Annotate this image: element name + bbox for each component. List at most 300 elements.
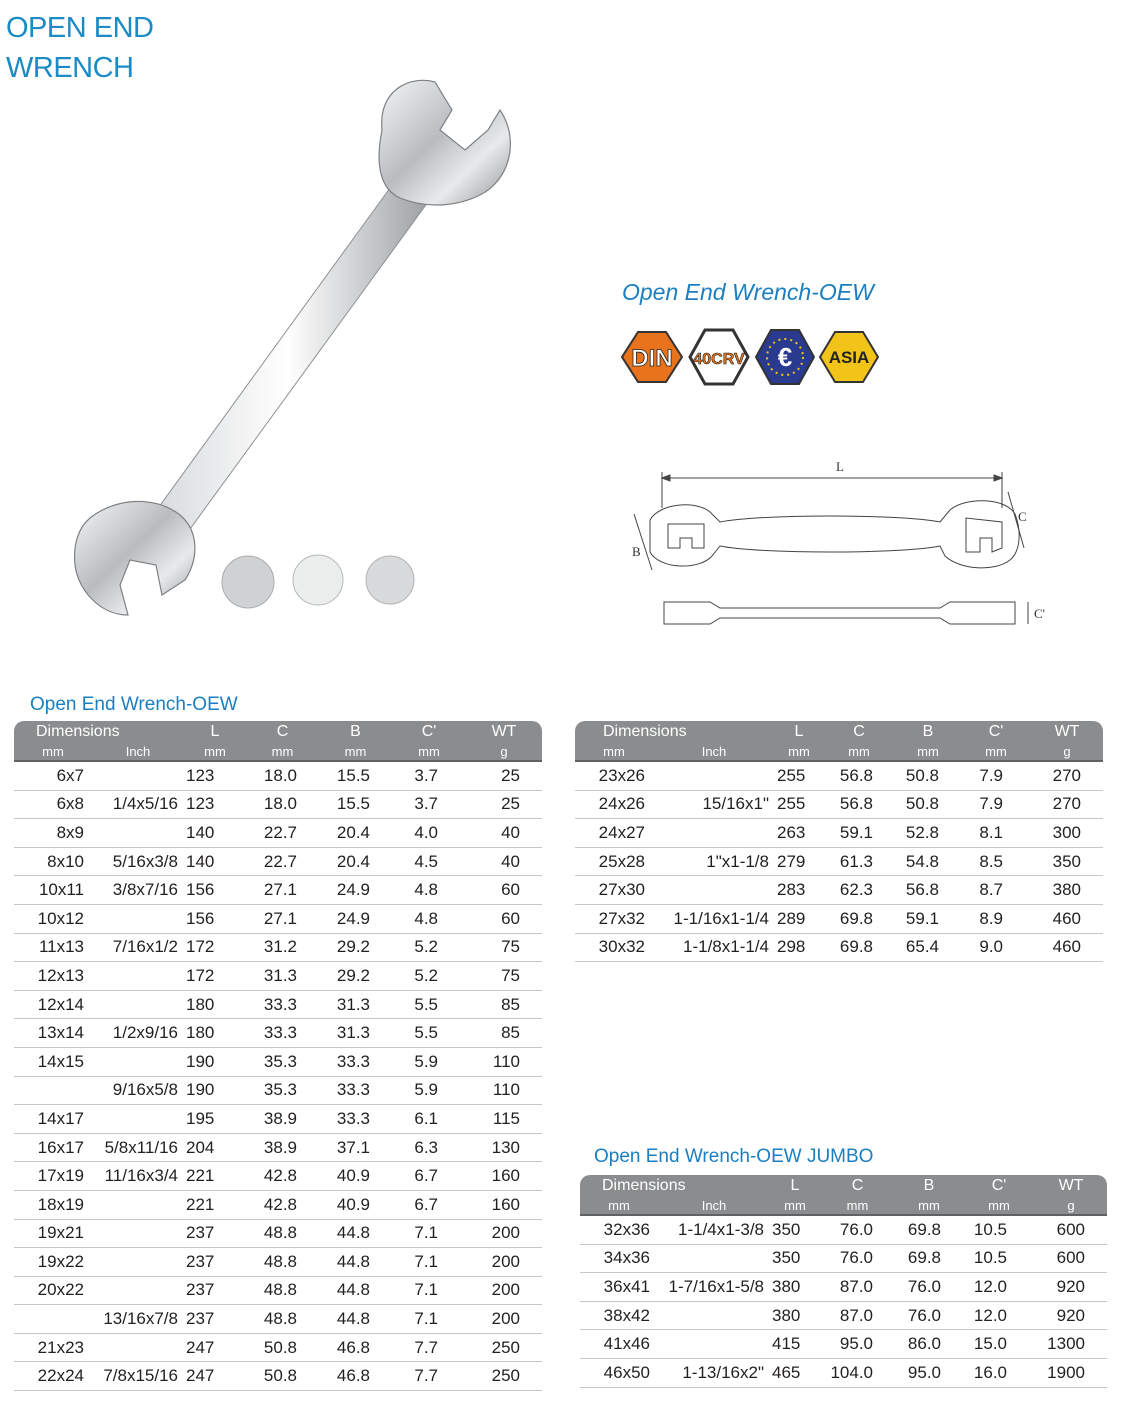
- cell-b: 46.8: [319, 1362, 392, 1391]
- cell-size-inch: 13/16x7/8: [92, 1305, 184, 1334]
- cell-weight: 110: [466, 1047, 542, 1076]
- cell-weight: 60: [466, 876, 542, 905]
- cell-b: 59.1: [895, 904, 961, 933]
- table-row: [14, 1162, 542, 1191]
- cell-size-mm: 27x30: [575, 876, 653, 905]
- cell-size-inch: [92, 761, 184, 790]
- cell-size-inch: 7/16x1/2: [92, 933, 184, 962]
- cell-c-prime: 7.9: [961, 790, 1031, 819]
- cell-length: 247: [184, 1333, 246, 1362]
- cell-size-mm: 41x46: [580, 1330, 658, 1359]
- cell-b: 46.8: [319, 1333, 392, 1362]
- table-row: [580, 1215, 1107, 1244]
- cell-size-inch: 15/16x1": [653, 790, 775, 819]
- col-WT: WT: [466, 721, 542, 743]
- table-row: [580, 1358, 1107, 1387]
- cell-size-inch: [92, 1105, 184, 1134]
- cell-c-prime: 7.7: [392, 1362, 466, 1391]
- cell-length: 180: [184, 1019, 246, 1048]
- cell-c-prime: 6.7: [392, 1162, 466, 1191]
- cell-c-prime: 7.1: [392, 1219, 466, 1248]
- cell-size-mm: 11x13: [14, 933, 92, 962]
- cell-size-mm: 10x12: [14, 904, 92, 933]
- cell-length: 204: [184, 1133, 246, 1162]
- col-WT-unit: g: [1031, 743, 1103, 761]
- cell-size-inch: 9/16x5/8: [92, 1076, 184, 1105]
- cell-length: 237: [184, 1248, 246, 1277]
- cell-c: 76.0: [820, 1215, 895, 1244]
- cell-size-inch: [92, 1190, 184, 1219]
- cell-c-prime: 7.1: [392, 1276, 466, 1305]
- cell-c-prime: 12.0: [963, 1301, 1035, 1330]
- cell-size-inch: 3/8x7/16: [92, 876, 184, 905]
- cell-weight: 75: [466, 933, 542, 962]
- cell-c: 38.9: [246, 1105, 319, 1134]
- cell-size-mm: 22x24: [14, 1362, 92, 1391]
- col-L: L: [184, 721, 246, 743]
- cell-length: 237: [184, 1305, 246, 1334]
- cell-c: 50.8: [246, 1362, 319, 1391]
- cell-size-mm: 19x22: [14, 1248, 92, 1277]
- cell-size-mm: 13x14: [14, 1019, 92, 1048]
- cell-size-mm: 23x26: [575, 761, 653, 790]
- cell-length: 380: [770, 1273, 820, 1302]
- cell-c: 38.9: [246, 1133, 319, 1162]
- cell-size-inch: [92, 1276, 184, 1305]
- table-row: [575, 819, 1103, 848]
- col-B: B: [895, 1175, 963, 1197]
- table-row: [575, 933, 1103, 962]
- diagram-label-Cprime: C': [1034, 606, 1046, 621]
- cell-c: 22.7: [246, 819, 319, 848]
- cell-b: 40.9: [319, 1162, 392, 1191]
- cell-c: 22.7: [246, 847, 319, 876]
- cell-size-mm: 12x13: [14, 962, 92, 991]
- col-WT: WT: [1031, 721, 1103, 743]
- cell-length: 195: [184, 1105, 246, 1134]
- col-Cprime: C': [961, 721, 1031, 743]
- cell-weight: 40: [466, 819, 542, 848]
- table-row: [575, 847, 1103, 876]
- cell-weight: 130: [466, 1133, 542, 1162]
- cell-size-inch: 1-1/16x1-1/4: [653, 904, 775, 933]
- cell-b: 44.8: [319, 1305, 392, 1334]
- wrench-product-image: [60, 70, 530, 630]
- cell-size-inch: 1"x1-1/8: [653, 847, 775, 876]
- cell-size-mm: 21x23: [14, 1333, 92, 1362]
- cell-c: 59.1: [823, 819, 895, 848]
- table-row: [575, 790, 1103, 819]
- cell-length: 279: [775, 847, 823, 876]
- cell-length: 180: [184, 990, 246, 1019]
- cell-length: 283: [775, 876, 823, 905]
- table-row: [14, 1190, 542, 1219]
- col-L: L: [770, 1175, 820, 1197]
- cell-b: 33.3: [319, 1105, 392, 1134]
- diagram-label-C: C: [1018, 509, 1027, 524]
- cell-c: 48.8: [246, 1305, 319, 1334]
- col-Cprime: C': [963, 1175, 1035, 1197]
- cell-weight: 380: [1031, 876, 1103, 905]
- cell-b: 50.8: [895, 790, 961, 819]
- cell-size-inch: 1-1/4x1-3/8: [658, 1215, 770, 1244]
- cell-weight: 300: [1031, 819, 1103, 848]
- col-B-unit: mm: [895, 1197, 963, 1215]
- cell-b: 56.8: [895, 876, 961, 905]
- cell-c-prime: 5.2: [392, 962, 466, 991]
- col-C-unit: mm: [823, 743, 895, 761]
- cell-weight: 1300: [1035, 1330, 1107, 1359]
- dimension-diagram: [620, 452, 1060, 632]
- cell-size-mm: 24x26: [575, 790, 653, 819]
- cell-size-inch: 1-13/16x2": [658, 1358, 770, 1387]
- cell-weight: 25: [466, 790, 542, 819]
- cell-length: 156: [184, 904, 246, 933]
- page-title-line2: WRENCH: [6, 52, 134, 84]
- table-row: [580, 1301, 1107, 1330]
- cell-length: 221: [184, 1190, 246, 1219]
- cell-length: 255: [775, 761, 823, 790]
- col-Cprime-unit: mm: [392, 743, 466, 761]
- cell-weight: 350: [1031, 847, 1103, 876]
- cell-c: 61.3: [823, 847, 895, 876]
- cell-weight: 85: [466, 1019, 542, 1048]
- cell-size-mm: 6x7: [14, 761, 92, 790]
- spec-table-continued: [575, 721, 1103, 962]
- cell-c-prime: 6.3: [392, 1133, 466, 1162]
- table-row: [575, 876, 1103, 905]
- cell-c-prime: 6.1: [392, 1105, 466, 1134]
- table-row: [14, 790, 542, 819]
- cell-length: 255: [775, 790, 823, 819]
- cell-length: 190: [184, 1076, 246, 1105]
- cell-c-prime: 7.9: [961, 761, 1031, 790]
- cell-c: 48.8: [246, 1276, 319, 1305]
- cell-b: 40.9: [319, 1190, 392, 1219]
- cell-size-mm: 19x21: [14, 1219, 92, 1248]
- cell-c: 87.0: [820, 1273, 895, 1302]
- cell-b: 54.8: [895, 847, 961, 876]
- cell-length: 247: [184, 1362, 246, 1391]
- cell-c: 95.0: [820, 1330, 895, 1359]
- cell-length: 350: [770, 1215, 820, 1244]
- cell-c: 69.8: [823, 904, 895, 933]
- table-row: [14, 1219, 542, 1248]
- table-row: [14, 1305, 542, 1334]
- cell-size-inch: 1-1/8x1-1/4: [653, 933, 775, 962]
- cell-size-inch: 5/8x11/16: [92, 1133, 184, 1162]
- cell-c: 27.1: [246, 876, 319, 905]
- cell-b: 86.0: [895, 1330, 963, 1359]
- cell-weight: 1900: [1035, 1358, 1107, 1387]
- col-B-unit: mm: [319, 743, 392, 761]
- cell-weight: 40: [466, 847, 542, 876]
- cell-b: 69.8: [895, 1215, 963, 1244]
- cell-c-prime: 7.1: [392, 1305, 466, 1334]
- cell-size-inch: [658, 1301, 770, 1330]
- cell-size-mm: 32x36: [580, 1215, 658, 1244]
- cell-c-prime: 8.1: [961, 819, 1031, 848]
- cell-size-inch: [92, 904, 184, 933]
- table-main-title: Open End Wrench-OEW: [30, 694, 238, 715]
- cell-size-inch: 1-7/16x1-5/8: [658, 1273, 770, 1302]
- cell-b: 15.5: [319, 790, 392, 819]
- table-row: [14, 933, 542, 962]
- cell-c: 87.0: [820, 1301, 895, 1330]
- cell-c: 69.8: [823, 933, 895, 962]
- din-badge-icon: [620, 330, 684, 389]
- cell-length: 172: [184, 933, 246, 962]
- cell-weight: 600: [1035, 1215, 1107, 1244]
- cell-size-inch: [92, 819, 184, 848]
- cell-size-mm: 38x42: [580, 1301, 658, 1330]
- cell-c: 31.2: [246, 933, 319, 962]
- table-row: [14, 990, 542, 1019]
- cell-size-inch: [92, 962, 184, 991]
- cell-weight: 115: [466, 1105, 542, 1134]
- cell-b: 69.8: [895, 1244, 963, 1273]
- cell-c-prime: 7.1: [392, 1248, 466, 1277]
- cell-size-inch: 1/4x5/16: [92, 790, 184, 819]
- euro-badge-label: €: [777, 342, 793, 372]
- cell-b: 33.3: [319, 1076, 392, 1105]
- cell-c: 35.3: [246, 1076, 319, 1105]
- cell-length: 140: [184, 847, 246, 876]
- col-B: B: [895, 721, 961, 743]
- table-row: [14, 1076, 542, 1105]
- cell-b: 29.2: [319, 962, 392, 991]
- col-C: C: [246, 721, 319, 743]
- cell-c-prime: 10.5: [963, 1244, 1035, 1273]
- cell-b: 20.4: [319, 847, 392, 876]
- asia-badge-label: ASIA: [828, 348, 870, 367]
- cell-c-prime: 8.5: [961, 847, 1031, 876]
- col-inch: Inch: [653, 743, 775, 761]
- cell-length: 465: [770, 1358, 820, 1387]
- cell-size-mm: 20x22: [14, 1276, 92, 1305]
- cell-size-mm: [14, 1076, 92, 1105]
- cell-size-mm: 14x17: [14, 1105, 92, 1134]
- cell-c-prime: 15.0: [963, 1330, 1035, 1359]
- cell-c-prime: 3.7: [392, 761, 466, 790]
- cell-weight: 200: [466, 1219, 542, 1248]
- cell-size-mm: 27x32: [575, 904, 653, 933]
- cell-size-mm: 12x14: [14, 990, 92, 1019]
- cell-size-mm: 46x50: [580, 1358, 658, 1387]
- cell-b: 76.0: [895, 1273, 963, 1302]
- cell-c-prime: 3.7: [392, 790, 466, 819]
- table-row: [14, 1133, 542, 1162]
- table-row: [14, 1047, 542, 1076]
- cell-size-inch: 1/2x9/16: [92, 1019, 184, 1048]
- cell-size-inch: [92, 1333, 184, 1362]
- cell-weight: 25: [466, 761, 542, 790]
- col-L-unit: mm: [770, 1197, 820, 1215]
- cell-weight: 75: [466, 962, 542, 991]
- cell-c: 76.0: [820, 1244, 895, 1273]
- spec-table-main: [14, 721, 542, 1391]
- asia-badge-icon: [818, 330, 880, 389]
- cell-length: 221: [184, 1162, 246, 1191]
- cell-length: 237: [184, 1276, 246, 1305]
- table-row: [580, 1244, 1107, 1273]
- din-badge-label: DIN: [631, 345, 673, 372]
- cell-size-mm: 34x36: [580, 1244, 658, 1273]
- cell-size-inch: [653, 819, 775, 848]
- cell-weight: 460: [1031, 933, 1103, 962]
- cell-b: 33.3: [319, 1047, 392, 1076]
- cell-c-prime: 12.0: [963, 1273, 1035, 1302]
- cell-c-prime: 8.9: [961, 904, 1031, 933]
- cell-c: 56.8: [823, 761, 895, 790]
- cell-length: 298: [775, 933, 823, 962]
- cell-c: 33.3: [246, 990, 319, 1019]
- cell-c-prime: 5.5: [392, 1019, 466, 1048]
- table-row: [14, 904, 542, 933]
- cell-size-inch: 11/16x3/4: [92, 1162, 184, 1191]
- cell-b: 15.5: [319, 761, 392, 790]
- cell-weight: 85: [466, 990, 542, 1019]
- cell-weight: 920: [1035, 1273, 1107, 1302]
- cell-size-mm: 10x11: [14, 876, 92, 905]
- col-C-unit: mm: [820, 1197, 895, 1215]
- cell-size-mm: 30x32: [575, 933, 653, 962]
- spec-table-jumbo: [580, 1175, 1107, 1388]
- col-mm: mm: [580, 1197, 658, 1215]
- cell-size-inch: [92, 990, 184, 1019]
- col-dimensions: Dimensions: [14, 721, 184, 743]
- col-mm: mm: [14, 743, 92, 761]
- cell-size-mm: 16x17: [14, 1133, 92, 1162]
- cell-size-inch: [658, 1244, 770, 1273]
- cell-c-prime: 4.5: [392, 847, 466, 876]
- cell-weight: 270: [1031, 790, 1103, 819]
- col-Cprime-unit: mm: [961, 743, 1031, 761]
- col-dimensions: Dimensions: [575, 721, 775, 743]
- cell-size-inch: 5/16x3/8: [92, 847, 184, 876]
- cell-b: 29.2: [319, 933, 392, 962]
- cell-weight: 460: [1031, 904, 1103, 933]
- cell-b: 24.9: [319, 876, 392, 905]
- cell-c-prime: 4.0: [392, 819, 466, 848]
- cell-c: 48.8: [246, 1248, 319, 1277]
- cell-size-inch: [658, 1330, 770, 1359]
- cell-b: 76.0: [895, 1301, 963, 1330]
- cell-c-prime: 4.8: [392, 904, 466, 933]
- table-row: [14, 1248, 542, 1277]
- cell-size-inch: [92, 1047, 184, 1076]
- cell-c: 48.8: [246, 1219, 319, 1248]
- cell-size-mm: 36x41: [580, 1273, 658, 1302]
- cell-c: 42.8: [246, 1190, 319, 1219]
- cell-size-mm: 8x10: [14, 847, 92, 876]
- cell-c-prime: 9.0: [961, 933, 1031, 962]
- cell-weight: 250: [466, 1362, 542, 1391]
- col-B: B: [319, 721, 392, 743]
- col-C-unit: mm: [246, 743, 319, 761]
- cell-c: 31.3: [246, 962, 319, 991]
- diagram-label-L: L: [836, 459, 844, 474]
- table-row: [14, 1333, 542, 1362]
- table-row: [575, 904, 1103, 933]
- cell-size-inch: [92, 1219, 184, 1248]
- cell-weight: 250: [466, 1333, 542, 1362]
- table-row: [14, 819, 542, 848]
- 40crv-badge-icon: [688, 328, 750, 391]
- cell-size-inch: 7/8x15/16: [92, 1362, 184, 1391]
- cell-b: 44.8: [319, 1276, 392, 1305]
- cell-c: 18.0: [246, 761, 319, 790]
- cell-length: 123: [184, 790, 246, 819]
- cell-size-inch: [653, 761, 775, 790]
- cell-b: 20.4: [319, 819, 392, 848]
- cell-size-mm: 17x19: [14, 1162, 92, 1191]
- cell-c-prime: 8.7: [961, 876, 1031, 905]
- cell-b: 31.3: [319, 1019, 392, 1048]
- table-row: [14, 761, 542, 790]
- col-WT-unit: g: [466, 743, 542, 761]
- cell-c: 35.3: [246, 1047, 319, 1076]
- col-L-unit: mm: [775, 743, 823, 761]
- cell-weight: 160: [466, 1190, 542, 1219]
- col-C: C: [820, 1175, 895, 1197]
- table-row: [580, 1330, 1107, 1359]
- cell-length: 350: [770, 1244, 820, 1273]
- cell-b: 44.8: [319, 1248, 392, 1277]
- 40crv-badge-label: 40CRV: [693, 351, 745, 368]
- cell-size-inch: [92, 1248, 184, 1277]
- cell-b: 52.8: [895, 819, 961, 848]
- product-title: Open End Wrench-OEW: [622, 279, 874, 305]
- cell-size-mm: 8x9: [14, 819, 92, 848]
- table-jumbo-title: Open End Wrench-OEW JUMBO: [594, 1146, 874, 1167]
- cell-c-prime: 7.7: [392, 1333, 466, 1362]
- cell-size-mm: 14x15: [14, 1047, 92, 1076]
- col-inch: Inch: [92, 743, 184, 761]
- cell-c: 50.8: [246, 1333, 319, 1362]
- col-WT-unit: g: [1035, 1197, 1107, 1215]
- cell-length: 156: [184, 876, 246, 905]
- cell-weight: 270: [1031, 761, 1103, 790]
- cell-length: 380: [770, 1301, 820, 1330]
- cell-weight: 600: [1035, 1244, 1107, 1273]
- col-B-unit: mm: [895, 743, 961, 761]
- cell-c: 62.3: [823, 876, 895, 905]
- col-WT: WT: [1035, 1175, 1107, 1197]
- cell-c: 42.8: [246, 1162, 319, 1191]
- cell-size-mm: [14, 1305, 92, 1334]
- table-row: [14, 1362, 542, 1391]
- cell-length: 190: [184, 1047, 246, 1076]
- table-row: [14, 962, 542, 991]
- cell-length: 289: [775, 904, 823, 933]
- euro-badge-icon: [754, 328, 816, 391]
- cell-length: 140: [184, 819, 246, 848]
- cell-weight: 160: [466, 1162, 542, 1191]
- cell-b: 50.8: [895, 761, 961, 790]
- cell-c: 27.1: [246, 904, 319, 933]
- cell-c-prime: 16.0: [963, 1358, 1035, 1387]
- cell-size-mm: 24x27: [575, 819, 653, 848]
- cell-b: 37.1: [319, 1133, 392, 1162]
- col-dimensions: Dimensions: [580, 1175, 770, 1197]
- col-Cprime: C': [392, 721, 466, 743]
- cell-weight: 110: [466, 1076, 542, 1105]
- cell-length: 263: [775, 819, 823, 848]
- cell-b: 24.9: [319, 904, 392, 933]
- table-row: [14, 876, 542, 905]
- cell-b: 65.4: [895, 933, 961, 962]
